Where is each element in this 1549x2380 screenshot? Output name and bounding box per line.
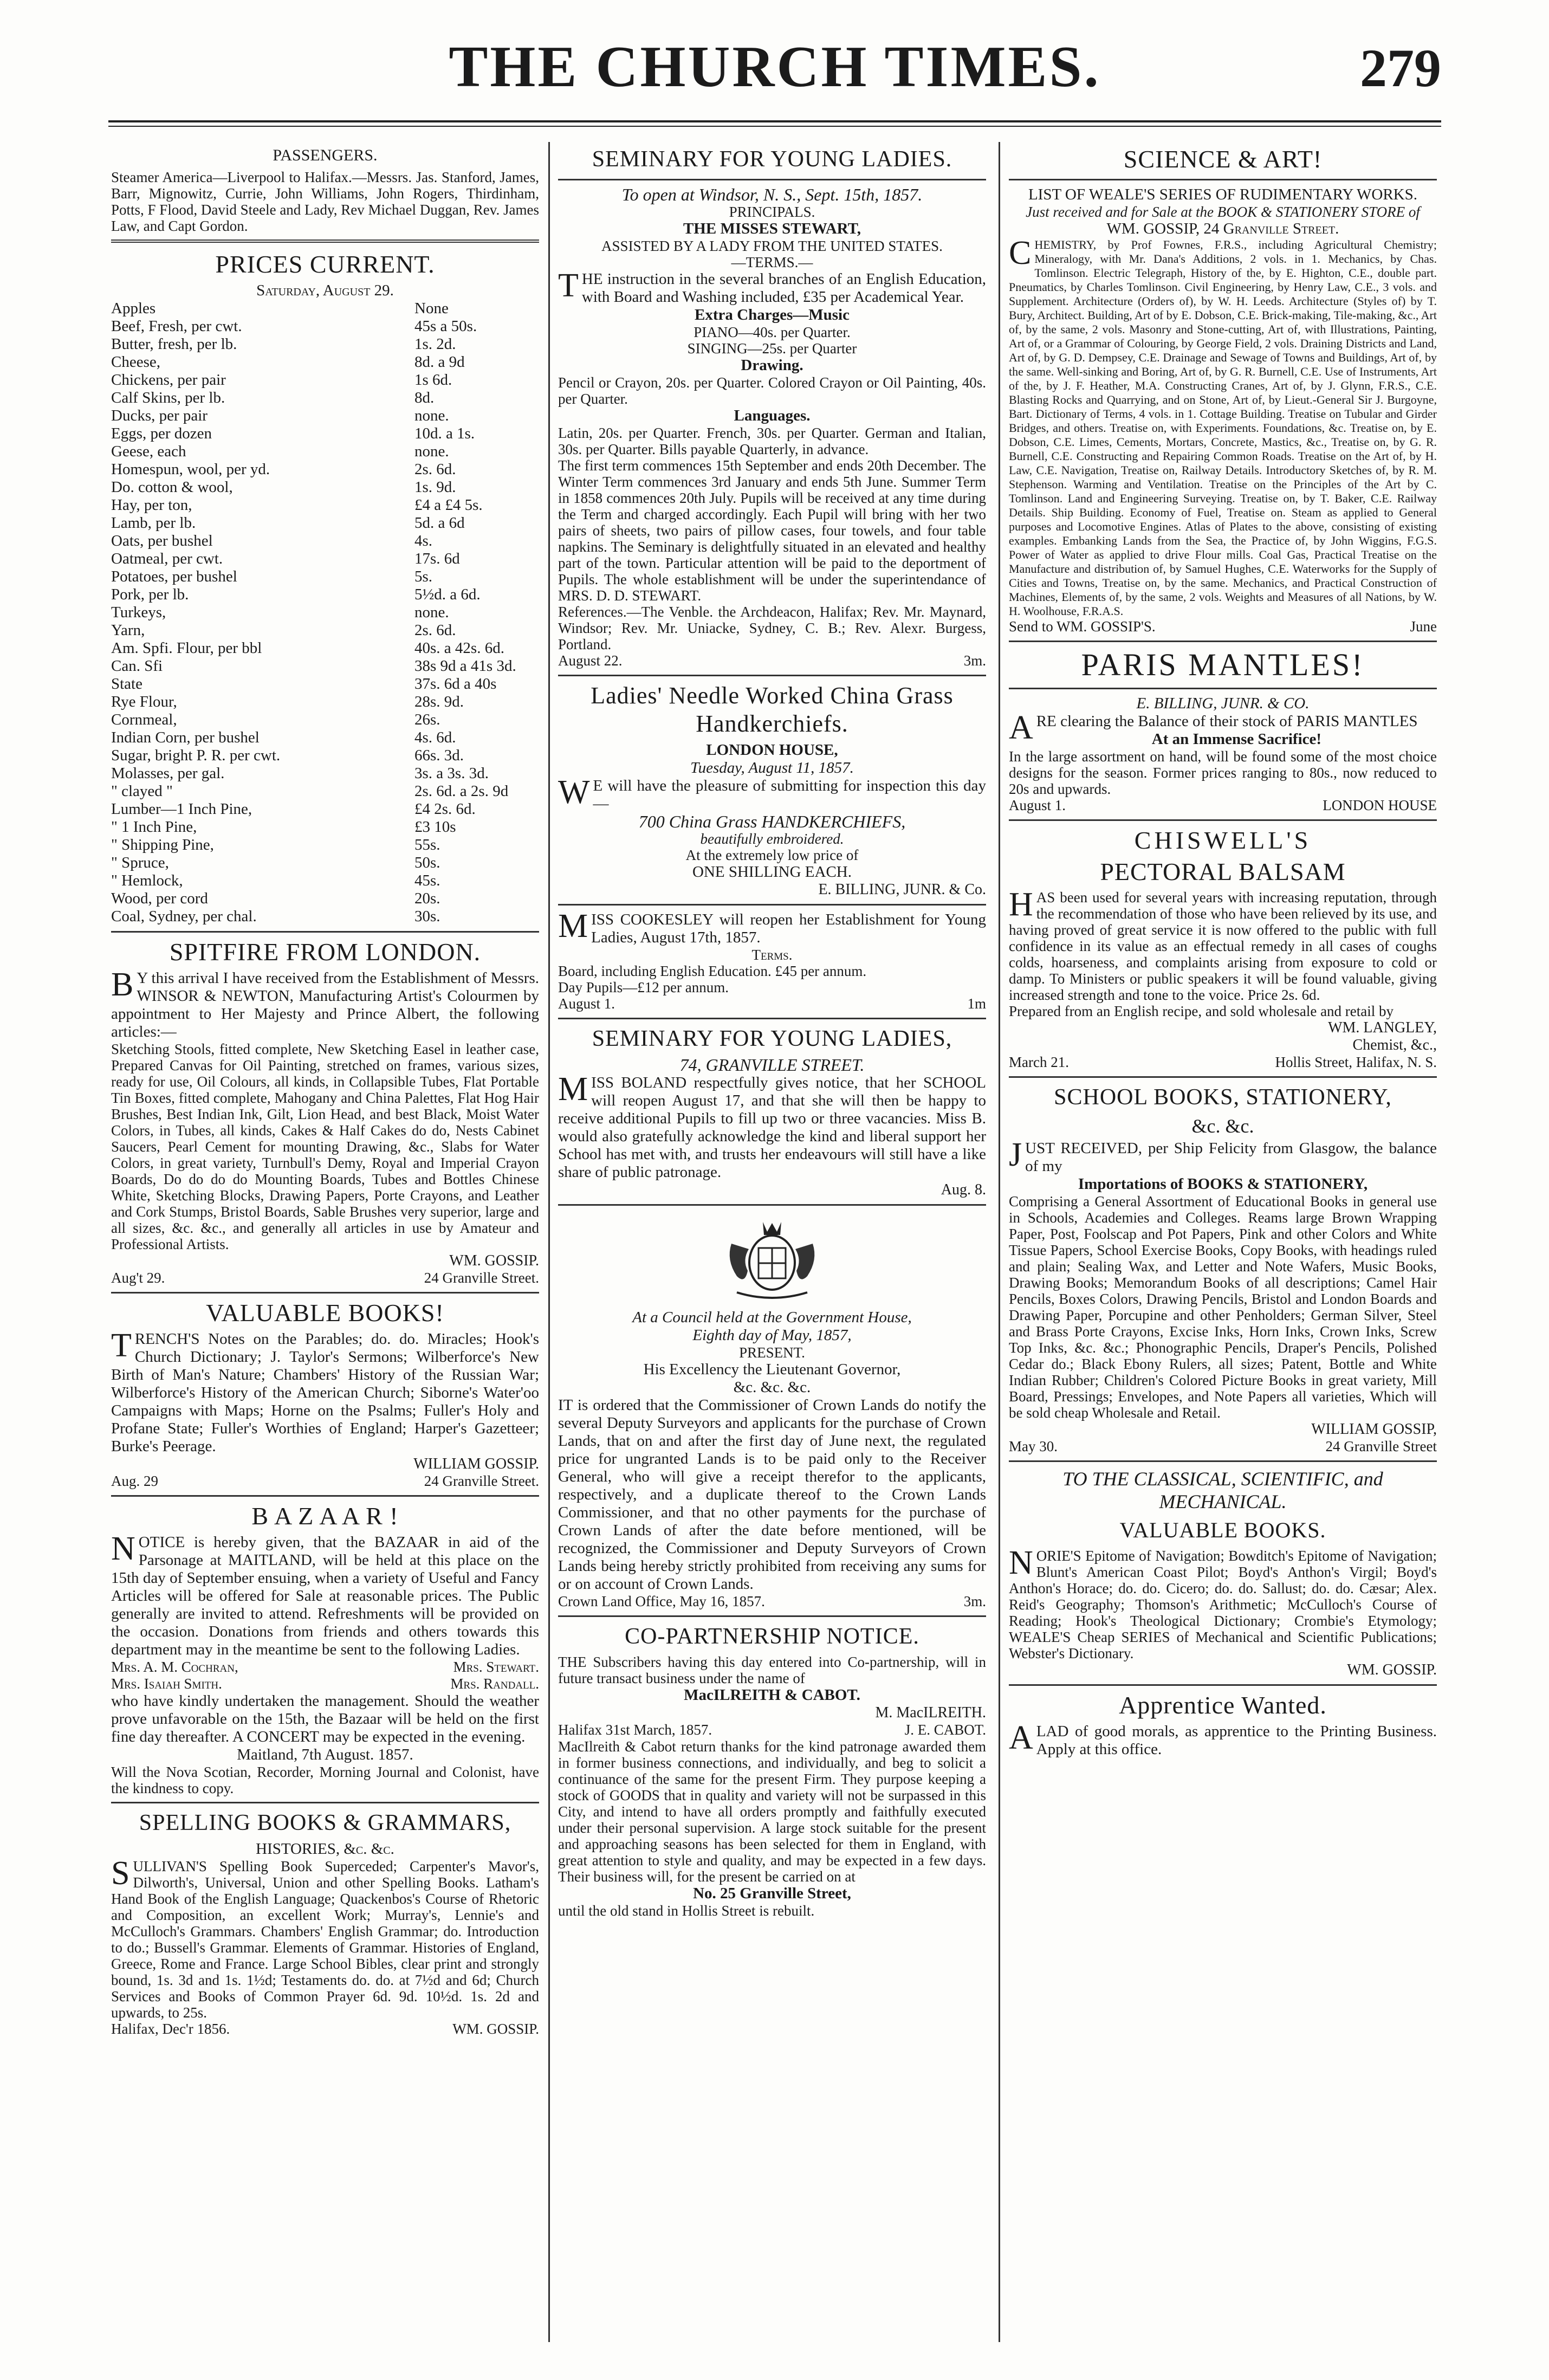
balsam-signature: WM. LANGLEY, — [1328, 1019, 1437, 1036]
school-imports: Importations of BOOKS & STATIONERY, — [1078, 1175, 1368, 1193]
seminary2-heading: SEMINARY FOR YOUNG LADIES, — [592, 1026, 952, 1051]
seminary-text: THE instruction in the several branches of an English Education, with Board and Washing included, £35 per Academical Year. — [558, 267, 986, 306]
divider — [1009, 641, 1437, 642]
price-item: Sugar, bright P. R. per cwt. — [111, 747, 281, 764]
price-row — [111, 675, 539, 693]
seminary2-text: MISS BOLAND respectfully gives notice, that her SCHOOL will reopen August 17, and that she will then be happy to receive additional Pupils to fill up two or three vacancies. Miss B. would also gratefully acknowledge the kind and liberal support her School has met with, and trusts her endeavours will still have a like share of public patronage. — [558, 1071, 986, 1181]
divider — [111, 240, 539, 245]
price-item: Pork, per lb. — [111, 586, 189, 603]
copartnership-notice — [558, 1622, 986, 1919]
masthead-rule-thin — [108, 126, 1441, 127]
spitfire-items: Sketching Stools, fitted complete, New Sketching Easel in leather case, Prepared Canvas for Oil Painting, stretched on frames, various sizes, ready for use, Oil Colours, all kinds, in Collapsible Tubes, Flat Portable Tin Boxes, fitted complete, Mahogany and China Palettes, Flat Hog Hair Brushes, Best Indian Ink, Gilt, Lion Head, and best Black, Moist Water Colors, in Tubes, all kinds, Cakes & Half Cakes do do, Nests Cabinet Saucers, Pearl Cement for mounting Drawing, &c., Slabs for Water Colors, in great variety, Turnbull's Demy, Royal and Imperial Crayon Boards, Do do do do Mounting Boards, Tubes and Bottles Chinese White, Sketching Blocks, Drawing Papers, Porte Crayons, and Leather and Cork Stumps, Bristol Boards, Sable Brushes very superior, large and all sizes, &c. &c., and generally all articles in use by Amateur and Professional Artists. — [111, 1041, 539, 1252]
handkerchiefs-line: ONE SHILLING EACH. — [692, 863, 852, 881]
seminary-languages-text: Latin, 20s. per Quarter. French, 30s. per Quarter. German and Italian, 30s. per Quarter. Bills payable Quarterly, in advance. — [558, 425, 986, 457]
council-footer — [558, 1593, 986, 1610]
seminary2-subheading: 74, GRANVILLE STREET. — [679, 1055, 865, 1075]
price-item: " 1 Inch Pine, — [111, 818, 197, 836]
valuable-date: Aug. 29 — [111, 1473, 158, 1489]
bazaar-ladies-row — [111, 1659, 539, 1676]
price-item: Molasses, per gal. — [111, 765, 225, 782]
council-present: PRESENT. — [739, 1344, 805, 1361]
price-item: " clayed " — [111, 782, 173, 800]
passengers-text: Steamer America—Liverpool to Halifax.—Messrs. Jas. Stanford, James, Barr, Mignowitz, Currie, John Williams, John Rogers, Thirdinham, Potts, F Flood, David Steele and Lady, Rev Michael Duggan, Rev. James Law, and Capt Gordon. — [111, 169, 539, 234]
price-item: Am. Spfi. Flour, per bbl — [111, 639, 262, 657]
paris-text: ARE clearing the Balance of their stock of PARIS MANTLES — [1009, 709, 1418, 746]
handkerchiefs-line: 700 China Grass HANDKERCHIEFS, — [638, 812, 906, 831]
price-item: Turkeys, — [111, 604, 166, 621]
seminary-references: References.—The Venble. the Archdeacon, Halifax; Rev. Mr. Maynard, Windsor; Rev. Mr. Uniacke, Sydney, C. B.; Rev. Alexr. Burgess, Portland. — [558, 604, 986, 652]
price-value: none. — [414, 407, 449, 424]
spitfire-signature: WM. GOSSIP. — [449, 1252, 539, 1269]
divider — [1009, 1460, 1437, 1462]
price-row — [111, 389, 539, 407]
spitfire-advert — [111, 938, 539, 1286]
price-value: 8d. — [414, 389, 435, 406]
price-row — [111, 586, 539, 604]
school-text: JUST RECEIVED, per Ship Felicity from Glasgow, the balance of my — [1009, 1136, 1437, 1175]
council-duration: 3m. — [963, 1593, 986, 1609]
seminary-principals: PRINCIPALS. — [729, 204, 815, 220]
copartnership-text: THE Subscribers having this day entered into Co-partnership, will in future transact business under the name of — [558, 1654, 986, 1686]
balsam-prepared: Prepared from an English recipe, and sold wholesale and retail by — [1009, 1003, 1394, 1019]
price-value: £3 10s — [414, 818, 456, 836]
price-row — [111, 604, 539, 622]
price-value: 2s. 6d. — [414, 461, 456, 478]
seminary-languages: Languages. — [734, 407, 811, 424]
price-row — [111, 550, 539, 568]
price-row — [111, 318, 539, 335]
price-value: 4s. — [414, 532, 433, 549]
apprentice-text: ALAD of good morals, as apprentice to the Printing Business. Apply at this office. — [1009, 1719, 1437, 1758]
price-item: Lumber—1 Inch Pine, — [111, 800, 252, 818]
science-footer — [1009, 618, 1437, 635]
council-line: Eighth day of May, 1857, — [692, 1327, 852, 1344]
classical-books-advert — [1009, 1467, 1437, 1679]
valuable-footer — [111, 1473, 539, 1490]
handkerchiefs-line: beautifully embroidered. — [700, 831, 844, 847]
spitfire-date: Aug't 29. — [111, 1270, 165, 1286]
spelling-signature: WM. GOSSIP. — [452, 2021, 539, 2037]
price-item: Homespun, wool, per yd. — [111, 461, 270, 478]
spelling-subheading: HISTORIES, &c. &c. — [256, 1840, 394, 1858]
seminary-heading: SEMINARY FOR YOUNG LADIES. — [592, 147, 952, 172]
divider — [111, 1495, 539, 1497]
price-item: Coal, Sydney, per chal. — [111, 908, 257, 925]
price-value: 20s. — [414, 890, 440, 907]
passengers-notice — [111, 144, 539, 234]
price-item: Beef, Fresh, per cwt. — [111, 318, 242, 335]
cookesley-board: Board, including English Education. £45 per annum. — [558, 963, 867, 979]
price-value: 2s. 6d. a 2s. 9d — [414, 782, 509, 800]
price-row — [111, 729, 539, 747]
divider — [558, 1615, 986, 1617]
divider — [558, 904, 986, 906]
paris-date: August 1. — [1009, 797, 1066, 813]
spelling-books-advert — [111, 1809, 539, 2038]
royal-coat-of-arms-icon — [715, 1211, 829, 1303]
price-item: Indian Corn, per bushel — [111, 729, 260, 746]
price-value: 3s. a 3s. 3d. — [414, 765, 489, 782]
price-row — [111, 639, 539, 657]
school-heading: SCHOOL BOOKS, STATIONERY, — [1054, 1085, 1392, 1110]
price-value: 30s. — [414, 908, 440, 925]
column-divider — [548, 142, 550, 2342]
price-value: 26s. — [414, 711, 440, 728]
price-item: Wood, per cord — [111, 890, 208, 907]
balsam-date: March 21. — [1009, 1054, 1069, 1070]
seminary-singing: SINGING—25s. per Quarter — [687, 340, 857, 357]
price-item: Eggs, per dozen — [111, 425, 212, 442]
price-value: 5½d. a 6d. — [414, 586, 481, 603]
school-footer — [1009, 1438, 1437, 1455]
paris-heading: PARIS MANTLES! — [1081, 647, 1365, 682]
price-item: Butter, fresh, per lb. — [111, 335, 237, 353]
price-row — [111, 818, 539, 836]
price-row — [111, 711, 539, 729]
price-value: 37s. 6d a 40s — [414, 675, 497, 693]
price-value: 66s. 3d. — [414, 747, 464, 764]
seminary-duration: 3m. — [963, 652, 986, 669]
price-row — [111, 496, 539, 514]
school-address: 24 Granville Street — [1325, 1438, 1437, 1454]
price-item: Oatmeal, per cwt. — [111, 550, 223, 567]
seminary-extra: Extra Charges—Music — [695, 306, 850, 324]
masthead — [108, 34, 1441, 115]
price-value: none. — [414, 604, 449, 621]
bazaar-heading: B A Z A A R ! — [251, 1502, 399, 1530]
masthead-rule — [108, 120, 1441, 122]
bazaar-text: NOTICE is hereby given, that the BAZAAR in aid of the Parsonage at MAITLAND, will be held at this place on the 15th day of September ensuing, when a variety of Useful and Fancy Articles will be offered for Sale at reasonable prices. The Public generally are invited to attend. Refreshments will be provided on the occasion. Donations from friends and others towards this department may in the meantime be sent to the following Ladies. — [111, 1530, 539, 1658]
seminary-misses: THE MISSES STEWART, — [683, 220, 861, 237]
price-item: Calf Skins, per lb. — [111, 389, 225, 406]
price-row — [111, 353, 539, 371]
price-value: 1s 6d. — [414, 371, 452, 389]
price-value: 45s. — [414, 872, 440, 889]
price-row — [111, 747, 539, 765]
seminary-terms-label: —TERMS.— — [731, 254, 813, 270]
price-item: Cornmeal, — [111, 711, 177, 728]
price-value: 4s. 6d. — [414, 729, 456, 746]
paris-footer — [1009, 797, 1437, 814]
balsam-address: Hollis Street, Halifax, N. S. — [1275, 1054, 1437, 1070]
paris-house: LONDON HOUSE — [1323, 797, 1437, 813]
seminary-drawing: Drawing. — [741, 357, 803, 374]
divider — [111, 1292, 539, 1294]
price-value: 55s. — [414, 836, 440, 853]
bazaar-ladies-row — [111, 1676, 539, 1692]
classical-heading: TO THE CLASSICAL, SCIENTIFIC, and MECHANICAL. — [1062, 1468, 1383, 1512]
valuable-signature: WILLIAM GOSSIP. — [413, 1456, 539, 1472]
price-row — [111, 461, 539, 478]
pectoral-balsam-advert — [1009, 826, 1437, 1071]
bazaar-text-2: who have kindly undertaken the management. Should the weather prove unfavorable on the 15th, the Bazaar will be held on the first fine day thereafter. A CONCERT may be expected in the evening. — [111, 1692, 539, 1745]
price-value: 1s. 2d. — [414, 335, 456, 353]
spitfire-footer — [111, 1270, 539, 1286]
balsam-signature-2: Chemist, &c., — [1352, 1037, 1437, 1053]
divider — [1009, 1684, 1437, 1686]
price-value: 10d. a 1s. — [414, 425, 475, 442]
divider — [558, 1018, 986, 1019]
price-row — [111, 514, 539, 532]
price-row — [111, 872, 539, 890]
science-date: June — [1410, 618, 1437, 635]
price-value: 17s. 6d — [414, 550, 460, 567]
price-row — [111, 335, 539, 353]
price-value: £4 2s. 6d. — [414, 800, 476, 818]
school-signature: WILLIAM GOSSIP, — [1311, 1421, 1437, 1438]
copartnership-heading: CO-PARTNERSHIP NOTICE. — [625, 1624, 919, 1649]
divider — [558, 1204, 986, 1206]
bazaar-lady: Mrs. Isaiah Smith. — [111, 1676, 222, 1692]
valuable-books-advert — [111, 1299, 539, 1490]
school-subheading: &c. &c. — [1191, 1115, 1254, 1137]
column-divider — [999, 142, 1000, 2342]
council-line: At a Council held at the Government House, — [632, 1309, 912, 1326]
price-item: Oats, per bushel — [111, 532, 213, 549]
cookesley-terms: Terms. — [751, 947, 793, 963]
price-row — [111, 890, 539, 908]
price-row — [111, 407, 539, 425]
copartnership-until: until the old stand in Hollis Street is rebuilt. — [558, 1903, 815, 1919]
bazaar-date: Maitland, 7th August. 1857. — [237, 1746, 413, 1763]
spelling-footer — [111, 2021, 539, 2038]
divider — [1009, 688, 1437, 689]
handkerchiefs-text: WE will have the pleasure of submitting for inspection this day— — [558, 774, 986, 812]
price-item: " Hemlock, — [111, 872, 183, 889]
price-value: 2s. 6d. — [414, 622, 456, 639]
london-house: LONDON HOUSE, — [706, 741, 838, 759]
price-item: State — [111, 675, 142, 693]
science-list: CHEMISTRY, by Prof Fownes, F.R.S., including Agricultural Chemistry; Mineralogy, with Mr. Dana's Additions, 2 vols. in 1. Mechanics, by Chas. Tomlinson. Electric Telegraph, History of the, by E. Highton, C.E., double part. Pneumatics, by Charles Tomlinson. Civil Engineering, by Henry Law, C.E., 3 vols. and Supplement. Architecture (Orders of), by W. H. Leeds. Architecture (Styles of) by T. Bury, Architect. Building, Art of by E. Dobson, C.E. Brick-making, Tile-making, &c., Art of, by the same, 2 vols. Masonry and Stone-cutting, Art of, with Illustrations, Painting, Art of, or a Grammar of Colouring, by George Field, 2 vols. Draining Districts and Land, Art of, by G. D. Dempsey, C.E. Drainage and Sewage of Towns and Buildings, Art of, by the same. Well-sinking and Boring, Art of, by G. R. Burnell, C.E. Use of Instruments, Art of the, by J. F. Heather, M.A. Constructing Cranes, Art of, by J. Glynn, F.R.S., C.E. Blasting Rocks and Quarrying, and on Stone, Art of, by Lieut.-General Sir J. Burgoyne, Bart. Dictionary of Terms, 4 vols. in 1. Cottage Building. Treatise on Tubular and Girder Bridges, and others. Treatise on, with Experiments. Foundations, &c. Treatise on, by E. Dobson, C.E. Limes, Cements, Mortars, Concrete, Mastics, &c., Treatise on, by G. R. Burnell, C.E. Constructing and Repairing Common Roads. Treatise on the Art of, by H. Law, C.E. Navigation, Treatise on, Railway Details. Introductory Sketches of, by R. M. Stephenson. Warming and Ventilation. Treatise on the Principles of the Art by C. Tomlinson. Land and Engineering Surveying. Treatise on, by T. Baker, C.E. Railway Details. Ship Building. Economy of Fuel, Treatise on. Steam as applied to General purposes and Locomotive Engines. Atlas of Plates to the above, consisting of existing examples. Embanking Lands from the Sea, the Practice of, by John Wiggins, F.G.S. Power of Water as applied to drive Flour mills. Coal Gas, Practical Treatise on the Manufacture and distribution of, by Samuel Hughes, C.E. Waterworks for the Supply of Cities and Towns, Treatise on, by the same. Mechanics, and Practical Construction of Machines, Elements of, by the same, 2 vols. Weights and Measures of all Nations, by W. H. Woolhouse, F.R.A.S. — [1009, 235, 1437, 618]
price-item: Hay, per ton, — [111, 496, 192, 514]
price-row — [111, 657, 539, 675]
paris-sacrifice: At an Immense Sacrifice! — [1151, 730, 1322, 748]
copartnership-footer — [558, 1722, 986, 1738]
handkerchiefs-line: At the extremely low price of — [685, 847, 859, 863]
price-row — [111, 782, 539, 800]
science-art-advert — [1009, 145, 1437, 635]
copartnership-signature: M. MacILREITH. — [875, 1704, 986, 1721]
price-value: 50s. — [414, 854, 440, 871]
price-row — [111, 478, 539, 496]
seminary-granville-advert — [558, 1025, 986, 1199]
spitfire-text: BY this arrival I have received from the Establishment of Messrs. WINSOR & NEWTON, Manufacturing Artist's Colourmen by appointment to Her Majesty and Prince Albert, the following articles:— — [111, 966, 539, 1040]
price-row — [111, 568, 539, 586]
price-value: None — [414, 300, 449, 317]
copartnership-signature: J. E. CABOT. — [904, 1722, 986, 1738]
price-value: none. — [414, 443, 449, 460]
page-number: 279 — [1360, 38, 1441, 98]
school-list: Comprising a General Assortment of Educational Books in general use in Schools, Academies and Colleges. Reams large Brown Wrapping Paper, Post, Foolscap and Pot Papers, Pink and other Colors and White Tissue Papers, School Exercise Books, Copy Books, with headings ruled and plain; Sealing Wax, and Letter and Note Wafers, Music Books, Drawing Books; Memorandum Books of all descriptions; Camel Hair Pencils, Boxes Colors, Drawing Pencils, Bristol and London Boards and Drawing Paper, Porcupine and other Penholders; German Silver, Steel and Brass Porte Crayons, Excise Inks, Horn Inks, Crown Inks, Screw Top Inks, &c. &c.; Phonographic Pencils, Draper's Pencils, Polished Cedar do.; Black Ebony Rulers, all sizes; Patent, Bottle and White Indian Rubber; Children's Colored Picture Books in great variety, Mill Board, Pressings; Envelopes, and Note Papers all varieties, Which will be sold cheap Wholesale and Retail. — [1009, 1193, 1437, 1421]
price-item: Geese, each — [111, 443, 186, 460]
price-row — [111, 908, 539, 926]
divider — [111, 931, 539, 933]
bazaar-lady: Mrs. A. M. Cochran, — [111, 1659, 238, 1675]
science-heading: SCIENCE & ART! — [1123, 145, 1323, 173]
cookesley-day: Day Pupils—£12 per annum. — [558, 979, 729, 995]
bazaar-lady: Mrs. Stewart. — [453, 1659, 539, 1675]
copartnership-date: Halifax 31st March, 1857. — [558, 1722, 712, 1738]
price-value: 5s. — [414, 568, 433, 585]
apprentice-advert — [1009, 1691, 1437, 1758]
price-table — [111, 300, 539, 926]
science-send: Send to WM. GOSSIP'S. — [1009, 618, 1156, 635]
spitfire-address: 24 Granville Street. — [424, 1270, 539, 1286]
council-line: &c. &c. &c. — [733, 1379, 811, 1396]
spelling-heading: SPELLING BOOKS & GRAMMARS, — [139, 1810, 511, 1835]
balsam-text: HAS been used for several years with increasing reputation, through the recommendation of those who have been relieved by its use, and having proved of great service it is now offered to the public with full confidence in its value as an effectual remedy in all cases of coughs colds, hoarseness, and complaints arising from exposure to cold or damp. To Ministers or public speakers it will be found valuable, giving increased strength and tone to the voice. Price 2s. 6d. — [1009, 886, 1437, 1003]
school-date: May 30. — [1009, 1438, 1058, 1454]
divider — [558, 179, 986, 180]
copartnership-address: No. 25 Granville Street, — [693, 1885, 851, 1902]
price-row — [111, 854, 539, 872]
seminary-drawing-text: Pencil or Crayon, 20s. per Quarter. Colored Crayon or Oil Painting, 40s. per Quarter. — [558, 374, 986, 407]
price-row — [111, 425, 539, 443]
price-item: Potatoes, per bushel — [111, 568, 237, 585]
handkerchiefs-date: Tuesday, August 11, 1857. — [690, 759, 854, 777]
seminary-assisted: ASSISTED BY A LADY FROM THE UNITED STATES. — [601, 238, 943, 254]
price-item: " Shipping Pine, — [111, 836, 214, 853]
price-row — [111, 800, 539, 818]
column-2 — [558, 142, 986, 1919]
prices-date: Saturday, August 29. — [256, 282, 394, 299]
chiswell-heading: CHISWELL'S — [1134, 826, 1312, 854]
balsam-footer — [1009, 1054, 1437, 1071]
spitfire-heading: SPITFIRE FROM LONDON. — [169, 938, 481, 966]
price-row — [111, 300, 539, 318]
seminary-subheading: To open at Windsor, N. S., Sept. 15th, 1857. — [621, 185, 923, 204]
divider — [1009, 1076, 1437, 1078]
paris-mantles-advert — [1009, 648, 1437, 814]
price-value: 40s. a 42s. 6d. — [414, 639, 504, 657]
council-text: IT is ordered that the Commissioner of Crown Lands do notify the several Deputy Surveyors and applicants for the purchase of Crown Lands, that on and after the first day of June next, the regulated price for ungranted Lands is to be paid only to the Receiver General, who will give a receipt therefor to the applicants, respectively, and a duplicate thereof to the Crown Lands Commissioner, and that no other payments for the purchase of Crown Lands of after the date before mentioned, will be recognized, the Commissioner and Deputy Surveyors of Crown Lands being hereby strictly prohibited from receiving any sums for or on account of Crown Lands. — [558, 1396, 986, 1593]
column-3 — [1009, 142, 1437, 1758]
apprentice-heading: Apprentice Wanted. — [1119, 1691, 1327, 1719]
price-item: Do. cotton & wool, — [111, 478, 233, 496]
passengers-heading: PASSENGERS. — [273, 146, 378, 164]
price-item: Chickens, per pair — [111, 371, 226, 389]
price-item: Yarn, — [111, 622, 145, 639]
divider — [558, 675, 986, 676]
handkerchiefs-signature: E. BILLING, JUNR. & Co. — [818, 881, 986, 898]
price-item: Lamb, per lb. — [111, 514, 196, 532]
classical-valuable: VALUABLE BOOKS. — [1119, 1518, 1326, 1542]
balsam-heading: PECTORAL BALSAM — [1100, 858, 1346, 885]
council-notice — [558, 1211, 986, 1610]
cookesley-date: August 1. — [558, 995, 615, 1012]
seminary-windsor-advert — [558, 145, 986, 669]
classical-text: NORIE'S Epitome of Navigation; Bowditch's Epitome of Navigation; Blunt's American Coast Pilot; Boyd's Anthon's Virgil; Boyd's Anthon's Horace; do. do. Cicero; do. do. Sallust; do. do. Cæsar; Alex. Reid's Geography; Thomson's Arithmetic; McCulloch's Course of Reading; Hook's Theological Dictionary; Crombie's Etymology; WEALE'S Cheap SERIES of Mechanical and Scientific Publications; Webster's Dictionary. — [1009, 1544, 1437, 1661]
science-subheading: LIST OF WEALE'S SERIES OF RUDIMENTARY WORKS. — [1028, 186, 1418, 203]
price-item: Apples — [111, 300, 156, 317]
price-value: £4 a £4 5s. — [414, 496, 483, 514]
seminary-piano: PIANO—40s. per Quarter. — [694, 324, 851, 340]
price-value: 5d. a 6d — [414, 514, 465, 532]
price-value: 1s. 9d. — [414, 478, 456, 496]
price-item: Can. Sfi — [111, 657, 163, 675]
valuable-address: 24 Granville Street. — [424, 1473, 539, 1489]
science-received: Just received and for Sale at the BOOK & STATIONERY STORE of — [1026, 204, 1420, 220]
price-value: 8d. a 9d — [414, 353, 465, 371]
price-value: 28s. 9d. — [414, 693, 464, 710]
price-row — [111, 765, 539, 782]
divider — [111, 1802, 539, 1803]
seminary-text-2: The first term commences 15th September and ends 20th December. The Winter Term commences 3rd January and ends 5th June. Summer Term in 1858 commences 20th July. Pupils will be received at any time during the Term and charged accordingly. Each Pupil will bring with her two pairs of sheets, two pairs of pillow cases, four towels, and four table napkins. The Seminary is delightfully situated in an elevated and healthy part of the town. Particular attention will be paid to the deportment of Pupils. The whole establishment will be under the superintendance of MRS. D. D. STEWART. — [558, 457, 986, 604]
price-row — [111, 836, 539, 854]
price-row — [111, 443, 539, 461]
price-row — [111, 371, 539, 389]
column-1 — [111, 142, 539, 2038]
prices-heading: PRICES CURRENT. — [215, 250, 435, 278]
price-item: Cheese, — [111, 353, 160, 371]
classical-signature: WM. GOSSIP. — [1347, 1661, 1437, 1678]
price-item: Rye Flour, — [111, 693, 177, 710]
valuable-text: TRENCH'S Notes on the Parables; do. do. Miracles; Hook's Church Dictionary; J. Taylor's Sermons; Wilberforce's New Birth of Man's Nature; Chambers' History of the Russian War; Wilberforce's History of the American Church; Siborne's Water'oo Campaigns with Maps; Horne on the Psalms; Fuller's Holy and Profane State; Fuller's Worthies of England; Harper's Gazetteer; Burke's Peerage. — [111, 1327, 539, 1455]
seminary-date: August 22. — [558, 652, 623, 669]
spelling-text: SULLIVAN'S Spelling Book Superceded; Carpenter's Mavor's, Dilworth's, Universal, Union and other Spelling Books. Latham's Hand Book of the English Language; Quackenbos's Course of Rhetoric and Composition, an excellent Work; Murray's, Lennie's and McCulloch's Grammars. Chambers' English Grammar; do. Introduction to do.; Bussell's Grammar. Elements of Grammar. Histories of England, Greece, Rome and France. Large School Bibles, clear print and strongly bound, 1s. 3d and 1s. 1½d; Testaments do. do. at 7½d and 6d; Church Services and Books of Common Prayer 6d. 9d. 10½d. 1s. 2d and upwards, to 25s. — [111, 1855, 539, 2021]
bazaar-note: Will the Nova Scotian, Recorder, Morning Journal and Colonist, have the kindness to copy. — [111, 1764, 539, 1796]
newspaper-title: THE CHURCH TIMES. — [449, 35, 1101, 99]
council-office-date: Crown Land Office, May 16, 1857. — [558, 1593, 765, 1609]
seminary2-date: Aug. 8. — [941, 1181, 986, 1198]
price-row — [111, 693, 539, 711]
paris-firm: E. BILLING, JUNR. & CO. — [1136, 695, 1310, 712]
price-item: Ducks, per pair — [111, 407, 208, 424]
valuable-heading: VALUABLE BOOKS! — [206, 1299, 444, 1327]
prices-current — [111, 250, 539, 926]
spelling-date: Halifax, Dec'r 1856. — [111, 2021, 230, 2037]
copartnership-firm: MacILREITH & CABOT. — [684, 1686, 860, 1704]
price-value: 38s 9d a 41s 3d. — [414, 657, 516, 675]
divider — [1009, 819, 1437, 821]
price-value: 45s a 50s. — [414, 318, 477, 335]
price-row — [111, 532, 539, 550]
science-owner: WM. GOSSIP, 24 Granville Street. — [1106, 220, 1339, 237]
cookesley-advert — [558, 908, 986, 1012]
cookesley-duration: 1m — [967, 995, 986, 1012]
bazaar-lady: Mrs. Randall. — [450, 1676, 539, 1692]
handkerchiefs-advert — [558, 682, 986, 898]
paris-text-2: In the large assortment on hand, will be found some of the most choice designs for the season. Former prices ranging to 80s., now reduced to 20s and upwards. — [1009, 748, 1437, 797]
price-row — [111, 622, 539, 639]
seminary-footer — [558, 652, 986, 669]
copartnership-text-2: MacIlreith & Cabot return thanks for the kind patronage awarded them in former business connections, and individually, and beg to solicit a continuance of the same for the present Firm. They purpose keeping a stock of GOODS that in quality and variety will not be surpassed in this City, and intend to have all orders promptly and faithfully executed under their personal supervision. A large stock suitable for the present and approaching seasons has been selected for them in England, with great attention to style and quality, and may be expected in a few days. Their business will, for the present be carried on at — [558, 1738, 986, 1885]
price-item: " Spruce, — [111, 854, 169, 871]
handkerchiefs-heading: Ladies' Needle Worked China Grass Handkerchiefs. — [591, 682, 954, 737]
school-books-advert — [1009, 1083, 1437, 1455]
cookesley-footer — [558, 995, 986, 1012]
council-line: His Excellency the Lieutenant Governor, — [643, 1361, 901, 1378]
divider — [1009, 179, 1437, 180]
bazaar-notice — [111, 1502, 539, 1796]
cookesley-text: MISS COOKESLEY will reopen her Establishment for Young Ladies, August 17th, 1857. — [558, 908, 986, 946]
